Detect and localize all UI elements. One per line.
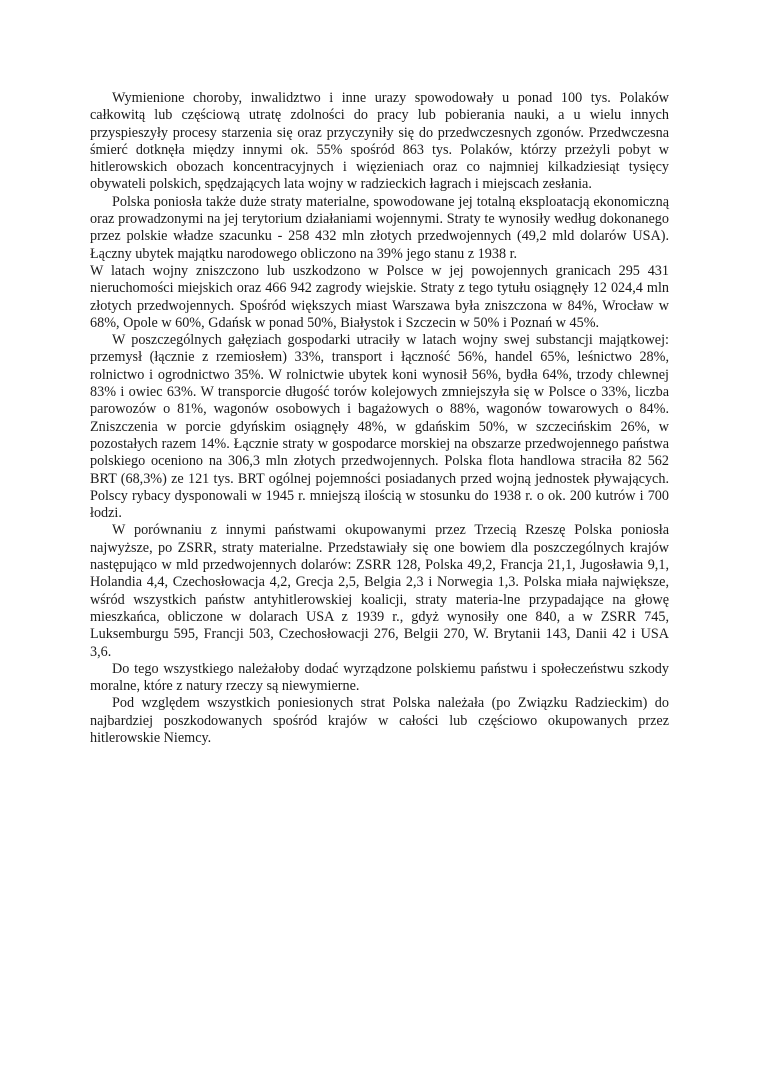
body-text [90,90,669,747]
paragraph-health-losses: Wymienione choroby, inwalidztwo i inne urazy spowodowały u ponad 100 tys. Polaków całkowitą lub częściową utratę zdolności do pracy lub pobierania nauki, a u wielu innych przyspieszyły procesy starzenia się oraz przyczyniły się do przedwczesnych zgonów. Przedwczesna śmierć dotknęła między innymi ok. 55% spośród 863 tys. Polaków, którzy przeżyli pobyt w hitlerowskich obozach koncentracyjnych i więzieniach oraz co najmniej kilkadziesiąt tysięcy obywateli polskich, spędzających lata wojny w radzieckich łagrach i miejscach zesłania. [90,90,669,193]
paragraph-buildings-destroyed: W latach wojny zniszczono lub uszkodzono w Polsce w jej powojennych granicach 295 431 nieruchomości miejskich oraz 466 942 zagrody wiejskie. Straty z tego tytułu osiągnęły 12 024,4 mln złotych przedwojennych. Spośród większych miast Warszawa była zniszczona w 84%, Wrocław w 68%, Opole w 60%, Gdańsk w ponad 50%, Białystok i Szczecin w 50% i Poznań w 45%. [90,262,669,331]
paragraph-economy-sectors: W poszczególnych gałęziach gospodarki utraciły w latach wojny swej substancji majątkowej: przemysł (łącznie z rzemiosłem) 33%, transport i łączność 56%, handel 65%, leśnictwo 28%, rolnictwo i ogrodnictwo 35%. W rolnictwie ubytek koni wynosił 56%, bydła 64%, trzody chlewnej 83% i owiec 63%. W transporcie długość torów kolejowych zmniejszyła się w Polsce o 33%, liczba parowozów o 81%, wagonów osobowych i bagażowych o 88%, wagonów towarowych o 84%. Zniszczenia w porcie gdyńskim osiągnęły 48%, w gdańskim 50%, w szczecińskim 26%, w pozostałych razem 14%. Łącznie straty w gospodarce morskiej na obszarze przedwojennego państwa polskiego oceniono na 306,3 mln złotych przedwojennych. Polska flota handlowa straciła 82 562 BRT (68,3%) ze 121 tys. BRT ogólnej pojemności posiadanych przed wojną jednostek pływających. Polscy rybacy dysponowali w 1945 r. mniejszą ilością w stosunku do 1938 r. o ok. 200 kutrów i 700 łodzi. [90,332,669,522]
paragraph-material-losses: Polska poniosła także duże straty materialne, spowodowane jej totalną eksploatacją ekonomiczną oraz prowadzonymi na jej terytorium działaniami wojennymi. Straty te wynosiły według dokonanego przez polskie władze szacunku - 258 432 mln złotych przedwojennych (49,2 mld dolarów USA). Łączny ubytek majątku narodowego obliczono na 39% jego stanu z 1938 r. [90,193,669,262]
paragraph-conclusion: Pod względem wszystkich poniesionych strat Polska należała (po Związku Radzieckim) do najbardziej poszkodowanych spośród krajów w całości lub częściowo okupowanych przez hitlerowskie Niemcy. [90,695,669,746]
paragraph-country-comparison: W porównaniu z innymi państwami okupowanymi przez Trzecią Rzeszę Polska poniosła najwyższe, po ZSRR, straty materialne. Przedstawiały się one bowiem dla poszczególnych krajów następująco w mld przedwojennych dolarów: ZSRR 128, Polska 49,2, Francja 21,1, Jugosławia 9,1, Holandia 4,4, Czechosłowacja 4,2, Grecja 2,5, Belgia 2,3 i Norwegia 1,3. Polska miała największe, wśród wszystkich państw antyhitlerowskiej koalicji, straty materia-lne przypadające na głowę mieszkańca, obliczone w dolarach USA z 1939 r., gdyż wynosiły one 840, a w ZSRR 745, Luksemburgu 595, Francji 503, Czechosłowacji 276, Belgii 270, W. Brytanii 143, Danii 42 i USA 3,6. [90,522,669,660]
paragraph-moral-losses: Do tego wszystkiego należałoby dodać wyrządzone polskiemu państwu i społeczeństwu szkody moralne, które z natury rzeczy są niewymierne. [90,660,669,695]
